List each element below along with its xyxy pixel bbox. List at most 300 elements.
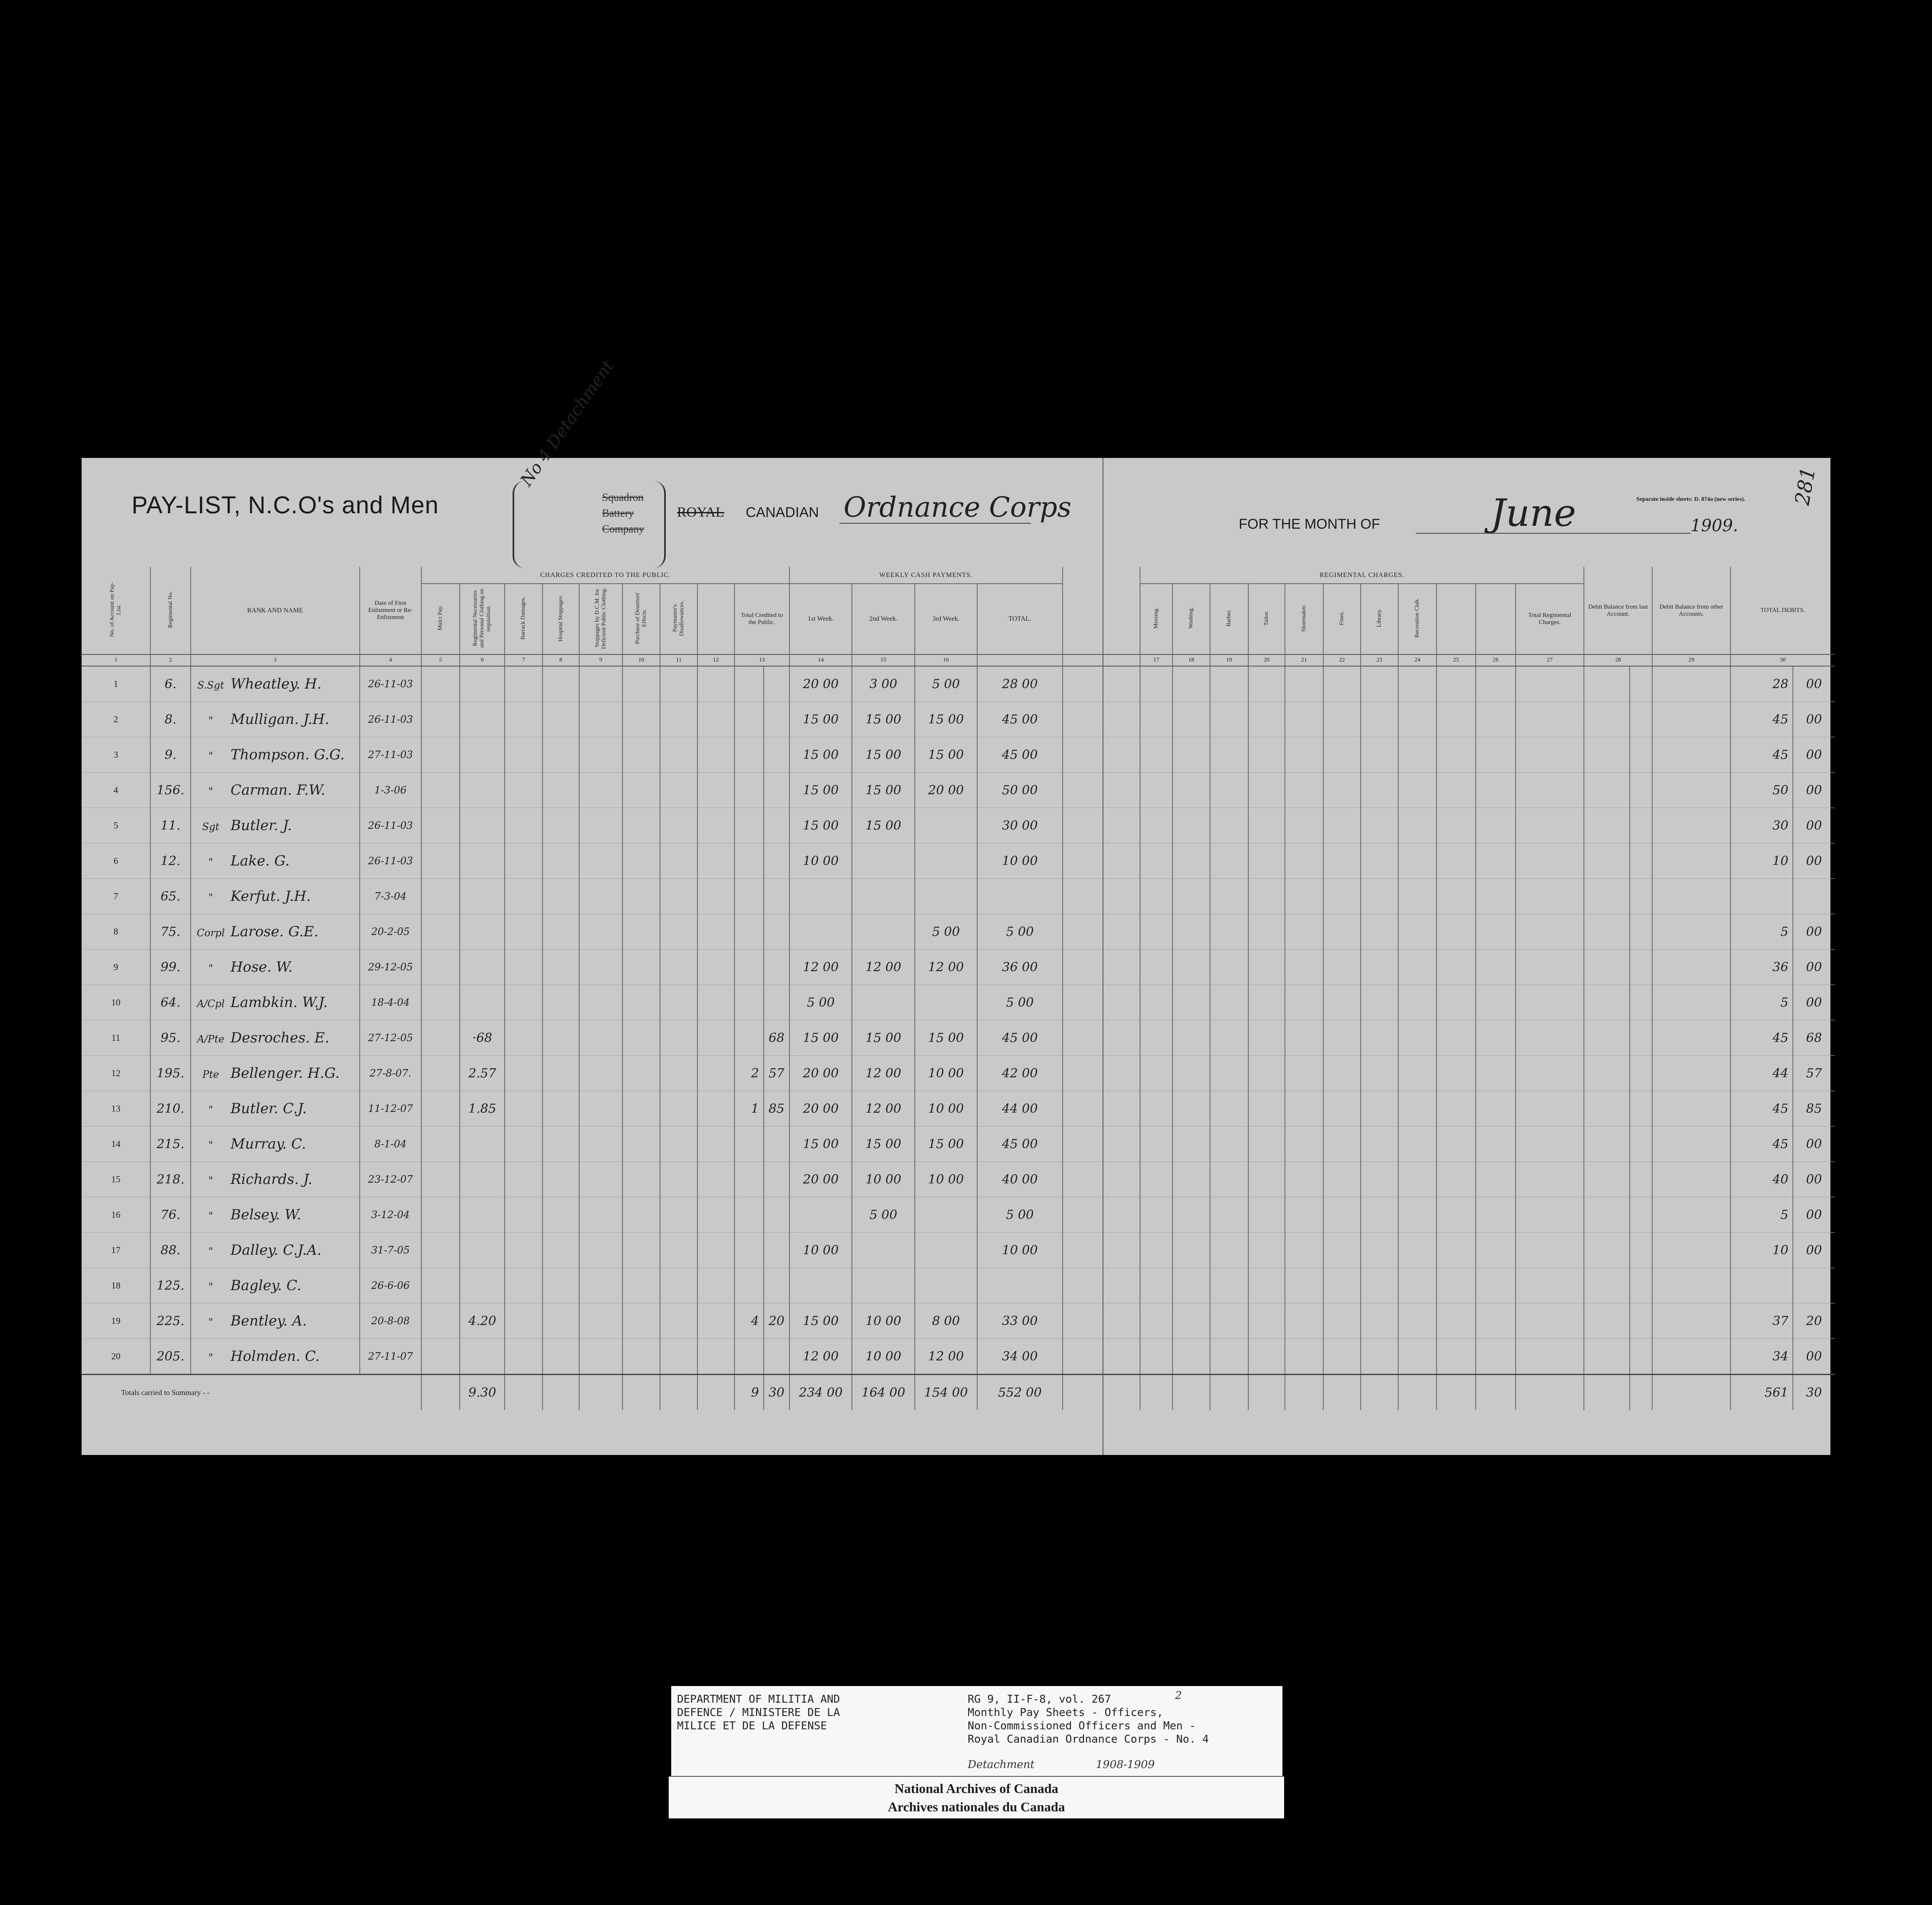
week-2-payment: 12 00 xyxy=(852,1091,914,1127)
weekly-total: 5 00 xyxy=(977,985,1062,1020)
week-3-payment: 10 00 xyxy=(915,1091,977,1127)
col-account-no: No. of Account on Pay-List. xyxy=(82,567,150,654)
credited-dollars: 2 xyxy=(734,1056,764,1091)
total-debits-dollars: 28 xyxy=(1730,666,1793,702)
week-1-payment: 12 00 xyxy=(789,1339,852,1375)
totals-cell xyxy=(1652,1375,1730,1410)
charge-cell xyxy=(697,914,734,950)
week-1-payment: 15 00 xyxy=(789,737,852,773)
weekly-total: 34 00 xyxy=(977,1339,1062,1375)
table-row xyxy=(82,1020,1103,1056)
credited-cents: 85 xyxy=(764,1091,789,1127)
regimental-charge-cell xyxy=(1285,843,1323,879)
regimental-no: 125. xyxy=(150,1268,190,1303)
regimental-charge-cell xyxy=(1398,1197,1437,1233)
charge-cell xyxy=(505,914,542,950)
rank: " xyxy=(208,1139,213,1151)
regimental-charge-cell xyxy=(1584,1127,1630,1162)
credited-cents xyxy=(764,950,789,985)
name: Bagley. C. xyxy=(230,1277,301,1294)
column-number: 20 xyxy=(1248,654,1285,666)
rank: " xyxy=(208,786,213,797)
column-number: 17 xyxy=(1140,654,1173,666)
regimental-charge-cell xyxy=(1476,914,1516,950)
regimental-charge-cell xyxy=(1361,773,1398,808)
account-no: 7 xyxy=(82,879,150,914)
credited-dollars xyxy=(734,914,764,950)
charge-cell xyxy=(622,1197,660,1233)
rank-and-name xyxy=(191,1303,360,1339)
total-debits-dollars: 34 xyxy=(1730,1339,1793,1375)
regimental-charge-cell xyxy=(1516,843,1584,879)
necessaries-cell xyxy=(460,914,505,950)
credited-dollars xyxy=(734,666,764,702)
regimental-charge-cell xyxy=(1248,773,1285,808)
regimental-charge-cell xyxy=(1361,879,1398,914)
name: Lake. G. xyxy=(230,853,290,869)
column-number-row xyxy=(1103,654,1835,666)
regimental-charge-cell xyxy=(1323,1162,1361,1197)
necessaries-cell xyxy=(460,1162,505,1197)
charge-cell xyxy=(622,879,660,914)
mulct-pay-cell xyxy=(421,1233,460,1268)
regimental-charge-cell xyxy=(1210,1339,1248,1375)
weekly-total xyxy=(977,879,1062,914)
right-charges-table xyxy=(1103,567,1835,1410)
regimental-charge-cell xyxy=(1173,950,1210,985)
regimental-charge-cell xyxy=(1630,1056,1652,1091)
regimental-charge-cell xyxy=(1323,950,1361,985)
regimental-charge-cell xyxy=(1361,1268,1398,1303)
account-no: 8 xyxy=(82,914,150,950)
regimental-charge-cell xyxy=(1398,914,1437,950)
rank-and-name xyxy=(191,1127,360,1162)
regimental-charge-cell xyxy=(1630,1233,1652,1268)
charge-cell xyxy=(505,1127,542,1162)
week-3-payment: 8 00 xyxy=(915,1303,977,1339)
regimental-no: 95. xyxy=(150,1020,190,1056)
spacer-cell xyxy=(1063,914,1103,950)
rank-and-name xyxy=(191,950,360,985)
charge-cell xyxy=(622,702,660,737)
charge-cell xyxy=(660,1339,697,1375)
corps-prefix: ROYAL xyxy=(677,505,724,520)
regimental-no: 64. xyxy=(150,985,190,1020)
regimental-charge-cell xyxy=(1584,985,1630,1020)
regimental-no: 218. xyxy=(150,1162,190,1197)
col-tailor: Tailor. xyxy=(1248,584,1285,654)
regimental-charge-cell xyxy=(1516,808,1584,843)
regimental-charge-cell xyxy=(1248,1162,1285,1197)
regimental-no: 76. xyxy=(150,1197,190,1233)
week-1-payment: 12 00 xyxy=(789,950,852,985)
table-row xyxy=(1103,702,1835,737)
regimental-charge-cell xyxy=(1476,1233,1516,1268)
totals-cell xyxy=(1248,1375,1285,1410)
regimental-charge-cell xyxy=(1323,1091,1361,1127)
col-total-credited: Total Credited to the Public. xyxy=(734,584,789,654)
rank-and-name xyxy=(191,879,360,914)
enlistment-date: 23-12-07 xyxy=(360,1162,421,1197)
necessaries-cell xyxy=(460,1197,505,1233)
column-number: 11 xyxy=(660,654,697,666)
archive-strip xyxy=(669,1776,1284,1818)
necessaries-cell: ·68 xyxy=(460,1020,505,1056)
regimental-charge-cell xyxy=(1652,985,1730,1020)
week-1-payment xyxy=(789,1197,852,1233)
regimental-charge-cell xyxy=(1140,879,1173,914)
mulct-pay-cell xyxy=(421,737,460,773)
spacer-cell xyxy=(1063,1056,1103,1091)
name: Lambkin. W.J. xyxy=(230,994,328,1011)
account-no: 10 xyxy=(82,985,150,1020)
table-row xyxy=(1103,1091,1835,1127)
left-page xyxy=(82,357,1104,1455)
rank-and-name xyxy=(191,843,360,879)
regimental-charge-cell xyxy=(1437,702,1476,737)
charge-cell xyxy=(579,808,622,843)
regimental-charge-cell xyxy=(1630,1303,1652,1339)
regimental-charge-cell xyxy=(1652,1162,1730,1197)
week-1-payment: 20 00 xyxy=(789,1091,852,1127)
charge-cell xyxy=(543,1020,579,1056)
regimental-charge-cell xyxy=(1210,950,1248,985)
total-debits-cents: 00 xyxy=(1793,1162,1835,1197)
regimental-charge-cell xyxy=(1476,1020,1516,1056)
week-1-payment: 15 00 xyxy=(789,702,852,737)
weekly-group-header: WEEKLY CASH PAYMENTS. xyxy=(789,567,1063,584)
regimental-charge-cell xyxy=(1361,808,1398,843)
charge-cell xyxy=(505,1020,542,1056)
rank-and-name xyxy=(191,914,360,950)
regimental-charge-cell xyxy=(1140,843,1173,879)
regimental-charge-cell xyxy=(1210,879,1248,914)
totals-cell xyxy=(1476,1375,1516,1410)
column-number: 5 xyxy=(421,654,460,666)
charge-cell xyxy=(505,879,542,914)
mulct-pay-cell xyxy=(421,1268,460,1303)
col-week-1: 1st Week. xyxy=(789,584,852,654)
regimental-charge-cell xyxy=(1584,1020,1630,1056)
archive-years: 1908-1909 xyxy=(1096,1758,1155,1771)
regimental-charge-cell xyxy=(1437,1197,1476,1233)
week-1-payment xyxy=(789,1268,852,1303)
credited-dollars xyxy=(734,773,764,808)
charge-cell xyxy=(579,1056,622,1091)
column-number: 26 xyxy=(1476,654,1516,666)
regimental-charge-cell xyxy=(1103,702,1140,737)
regimental-charge-cell xyxy=(1103,1127,1140,1162)
struck-squadron: Squadron xyxy=(602,491,644,503)
regimental-charge-cell xyxy=(1210,985,1248,1020)
regimental-charge-cell xyxy=(1173,985,1210,1020)
table-row xyxy=(1103,1339,1835,1375)
table-row xyxy=(1103,808,1835,843)
charge-cell xyxy=(660,1091,697,1127)
table-row xyxy=(1103,914,1835,950)
weekly-total: 45 00 xyxy=(977,702,1062,737)
table-row xyxy=(82,1268,1103,1303)
regimental-charge-cell xyxy=(1476,1339,1516,1375)
archive-department: DEPARTMENT OF MILITIA AND DEFENCE / MINISTERE DE LA MILICE ET DE LA DEFENSE xyxy=(677,1693,840,1732)
charge-cell xyxy=(505,702,542,737)
regimental-charge-cell xyxy=(1437,808,1476,843)
col-blank-25 xyxy=(1437,584,1476,654)
name: Bellenger. H.G. xyxy=(230,1065,340,1082)
week-2-payment: 3 00 xyxy=(852,666,914,702)
totals-cell xyxy=(697,1375,734,1410)
regimental-charge-cell xyxy=(1398,1127,1437,1162)
enlistment-date: 27-11-03 xyxy=(360,737,421,773)
table-row xyxy=(82,737,1103,773)
regimental-charge-cell xyxy=(1248,1339,1285,1375)
rank-and-name xyxy=(191,702,360,737)
totals-cell xyxy=(1285,1375,1323,1410)
regimental-charge-cell xyxy=(1516,1268,1584,1303)
regimental-charge-cell xyxy=(1173,808,1210,843)
regimental-charge-cell xyxy=(1140,702,1173,737)
col-blank-26 xyxy=(1476,584,1516,654)
regimental-charge-cell xyxy=(1140,950,1173,985)
regimental-charge-cell xyxy=(1516,1233,1584,1268)
credited-dollars xyxy=(734,1268,764,1303)
totals-week-1: 234 00 xyxy=(789,1375,852,1410)
table-row xyxy=(82,1127,1103,1162)
regimental-charge-cell xyxy=(1285,1056,1323,1091)
charge-cell xyxy=(660,1268,697,1303)
charge-cell xyxy=(543,985,579,1020)
name: Larose. G.E. xyxy=(230,923,319,940)
regimental-charge-cell xyxy=(1652,1127,1730,1162)
mulct-pay-cell xyxy=(421,1339,460,1375)
totals-cell xyxy=(579,1375,622,1410)
table-row xyxy=(1103,1056,1835,1091)
regimental-charge-cell xyxy=(1140,985,1173,1020)
regimental-charge-cell xyxy=(1323,1339,1361,1375)
week-3-payment xyxy=(915,843,977,879)
regimental-charge-cell xyxy=(1398,985,1437,1020)
regimental-charge-cell xyxy=(1323,985,1361,1020)
table-row xyxy=(1103,879,1835,914)
regimental-charge-cell xyxy=(1361,843,1398,879)
charge-cell xyxy=(543,1127,579,1162)
regimental-charge-cell xyxy=(1584,1197,1630,1233)
totals-cell xyxy=(1063,1375,1103,1410)
credited-cents xyxy=(764,808,789,843)
account-no: 4 xyxy=(82,773,150,808)
regimental-charge-cell xyxy=(1361,702,1398,737)
totals-row xyxy=(82,1375,1103,1410)
credited-dollars xyxy=(734,737,764,773)
total-debits-dollars: 45 xyxy=(1730,737,1793,773)
regimental-charge-cell xyxy=(1140,914,1173,950)
account-no: 3 xyxy=(82,737,150,773)
regimental-charge-cell xyxy=(1652,666,1730,702)
week-3-payment: 15 00 xyxy=(915,1020,977,1056)
charge-cell xyxy=(622,1268,660,1303)
charge-cell xyxy=(622,1091,660,1127)
account-no: 2 xyxy=(82,702,150,737)
regimental-charge-cell xyxy=(1140,1127,1173,1162)
charge-cell xyxy=(505,1162,542,1197)
regimental-charge-cell xyxy=(1476,950,1516,985)
total-debits-cents: 00 xyxy=(1793,1127,1835,1162)
week-3-payment xyxy=(915,1268,977,1303)
regimental-charge-cell xyxy=(1361,914,1398,950)
regimental-charge-cell xyxy=(1323,1268,1361,1303)
regimental-charge-cell xyxy=(1516,1056,1584,1091)
total-debits-dollars: 44 xyxy=(1730,1056,1793,1091)
account-no: 20 xyxy=(82,1339,150,1375)
totals-cell xyxy=(1398,1375,1437,1410)
credited-cents xyxy=(764,1127,789,1162)
col-week-2: 2nd Week. xyxy=(852,584,914,654)
spacer-cell xyxy=(1063,737,1103,773)
regimental-charge-cell xyxy=(1361,666,1398,702)
regimental-charge-cell xyxy=(1630,666,1652,702)
charge-cell xyxy=(660,737,697,773)
regimental-charge-cell xyxy=(1516,666,1584,702)
total-debits-cents: 00 xyxy=(1793,914,1835,950)
regimental-charge-cell xyxy=(1652,1056,1730,1091)
month-underline xyxy=(1416,533,1690,534)
col-rank-name: RANK AND NAME xyxy=(191,567,360,654)
regimental-charge-cell xyxy=(1210,1162,1248,1197)
enlistment-date: 27-8-07. xyxy=(360,1056,421,1091)
charge-cell xyxy=(660,1197,697,1233)
regimental-charge-cell xyxy=(1516,985,1584,1020)
col-hospital-stoppages: Hospital Stoppages. xyxy=(543,584,579,654)
weekly-total: 45 00 xyxy=(977,1020,1062,1056)
charge-cell xyxy=(622,1233,660,1268)
credited-dollars xyxy=(734,950,764,985)
regimental-charge-cell xyxy=(1630,1127,1652,1162)
charge-cell xyxy=(697,1091,734,1127)
charge-cell xyxy=(660,702,697,737)
regimental-charge-cell xyxy=(1398,702,1437,737)
regimental-charge-cell xyxy=(1140,1197,1173,1233)
regimental-charge-cell xyxy=(1398,1020,1437,1056)
column-number: 30 xyxy=(1730,654,1835,666)
enlistment-date: 31-7-05 xyxy=(360,1233,421,1268)
regimental-charge-cell xyxy=(1210,702,1248,737)
charge-cell xyxy=(505,666,542,702)
total-debits-cents: 00 xyxy=(1793,985,1835,1020)
rank: Sgt xyxy=(202,821,219,833)
rank: A/Cpl xyxy=(197,998,225,1010)
week-2-payment: 12 00 xyxy=(852,950,914,985)
form-title: PAY-LIST, N.C.O's and Men xyxy=(132,492,439,519)
enlistment-date: 20-8-08 xyxy=(360,1303,421,1339)
regimental-charge-cell xyxy=(1248,1127,1285,1162)
totals-necessaries: 9.30 xyxy=(460,1375,505,1410)
credited-cents xyxy=(764,702,789,737)
week-1-payment: 5 00 xyxy=(789,985,852,1020)
charge-cell xyxy=(697,1127,734,1162)
credited-cents xyxy=(764,1162,789,1197)
charge-cell xyxy=(543,666,579,702)
table-row xyxy=(82,879,1103,914)
regimental-charge-cell xyxy=(1398,1339,1437,1375)
regimental-charge-cell xyxy=(1584,1162,1630,1197)
necessaries-cell xyxy=(460,737,505,773)
total-debits-cents: 00 xyxy=(1793,737,1835,773)
regimental-charge-cell xyxy=(1173,737,1210,773)
charge-cell xyxy=(505,1268,542,1303)
mulct-pay-cell xyxy=(421,666,460,702)
account-no: 11 xyxy=(82,1020,150,1056)
charge-cell xyxy=(660,1162,697,1197)
regimental-charge-cell xyxy=(1173,1339,1210,1375)
total-debits-cents: 00 xyxy=(1793,702,1835,737)
col-dcm-stoppages: Stoppages by D.C.M. for Deficient Public Clothing. xyxy=(579,584,622,654)
name: Desroches. E. xyxy=(230,1030,329,1046)
regimental-charge-cell xyxy=(1140,773,1173,808)
left-pay-table xyxy=(82,567,1103,1410)
regimental-charge-cell xyxy=(1476,808,1516,843)
regimental-charge-cell xyxy=(1652,1268,1730,1303)
credited-dollars xyxy=(734,1339,764,1375)
column-number: 15 xyxy=(852,654,914,666)
total-debits-dollars: 5 xyxy=(1730,1197,1793,1233)
charge-cell xyxy=(505,985,542,1020)
totals-cell xyxy=(1361,1375,1398,1410)
charge-cell xyxy=(660,1020,697,1056)
enlistment-date: 26-11-03 xyxy=(360,666,421,702)
column-number: 25 xyxy=(1437,654,1476,666)
regimental-charge-cell xyxy=(1323,1233,1361,1268)
spacer-cell xyxy=(1063,702,1103,737)
total-debits-dollars: 45 xyxy=(1730,1127,1793,1162)
total-debits-dollars: 10 xyxy=(1730,1233,1793,1268)
regimental-charge-cell xyxy=(1652,879,1730,914)
table-row xyxy=(82,1339,1103,1375)
column-number: 14 xyxy=(789,654,852,666)
charge-cell xyxy=(505,1339,542,1375)
enlistment-date: 1-3-06 xyxy=(360,773,421,808)
total-debits-dollars: 45 xyxy=(1730,1091,1793,1127)
regimental-charge-cell xyxy=(1630,1020,1652,1056)
necessaries-cell xyxy=(460,843,505,879)
regimental-charge-cell xyxy=(1516,1197,1584,1233)
regimental-charge-cell xyxy=(1210,1303,1248,1339)
enlistment-date: 11-12-07 xyxy=(360,1091,421,1127)
regimental-charge-cell xyxy=(1361,1162,1398,1197)
regimental-charge-cell xyxy=(1248,1268,1285,1303)
regimental-charge-cell xyxy=(1323,1056,1361,1091)
name: Mulligan. J.H. xyxy=(230,711,329,728)
charge-cell xyxy=(697,843,734,879)
month-label: FOR THE MONTH OF xyxy=(1239,516,1380,532)
regimental-charge-cell xyxy=(1285,1127,1323,1162)
archive-strip-english: National Archives of Canada xyxy=(894,1781,1058,1796)
col-total-regimental: Total Regimental Charges. xyxy=(1516,584,1584,654)
table-row xyxy=(82,773,1103,808)
regimental-charge-cell xyxy=(1210,914,1248,950)
totals-credited-dollars: 9 xyxy=(734,1375,764,1410)
regimental-charge-cell xyxy=(1103,1233,1140,1268)
regimental-charge-cell xyxy=(1285,1303,1323,1339)
regimental-charge-cell xyxy=(1652,1197,1730,1233)
charge-cell xyxy=(543,1303,579,1339)
corps-underline xyxy=(839,523,1031,524)
credited-dollars xyxy=(734,808,764,843)
regimental-no: 156. xyxy=(150,773,190,808)
table-row xyxy=(1103,985,1835,1020)
charge-cell xyxy=(660,773,697,808)
charge-cell xyxy=(505,773,542,808)
rank: " xyxy=(208,1352,213,1363)
